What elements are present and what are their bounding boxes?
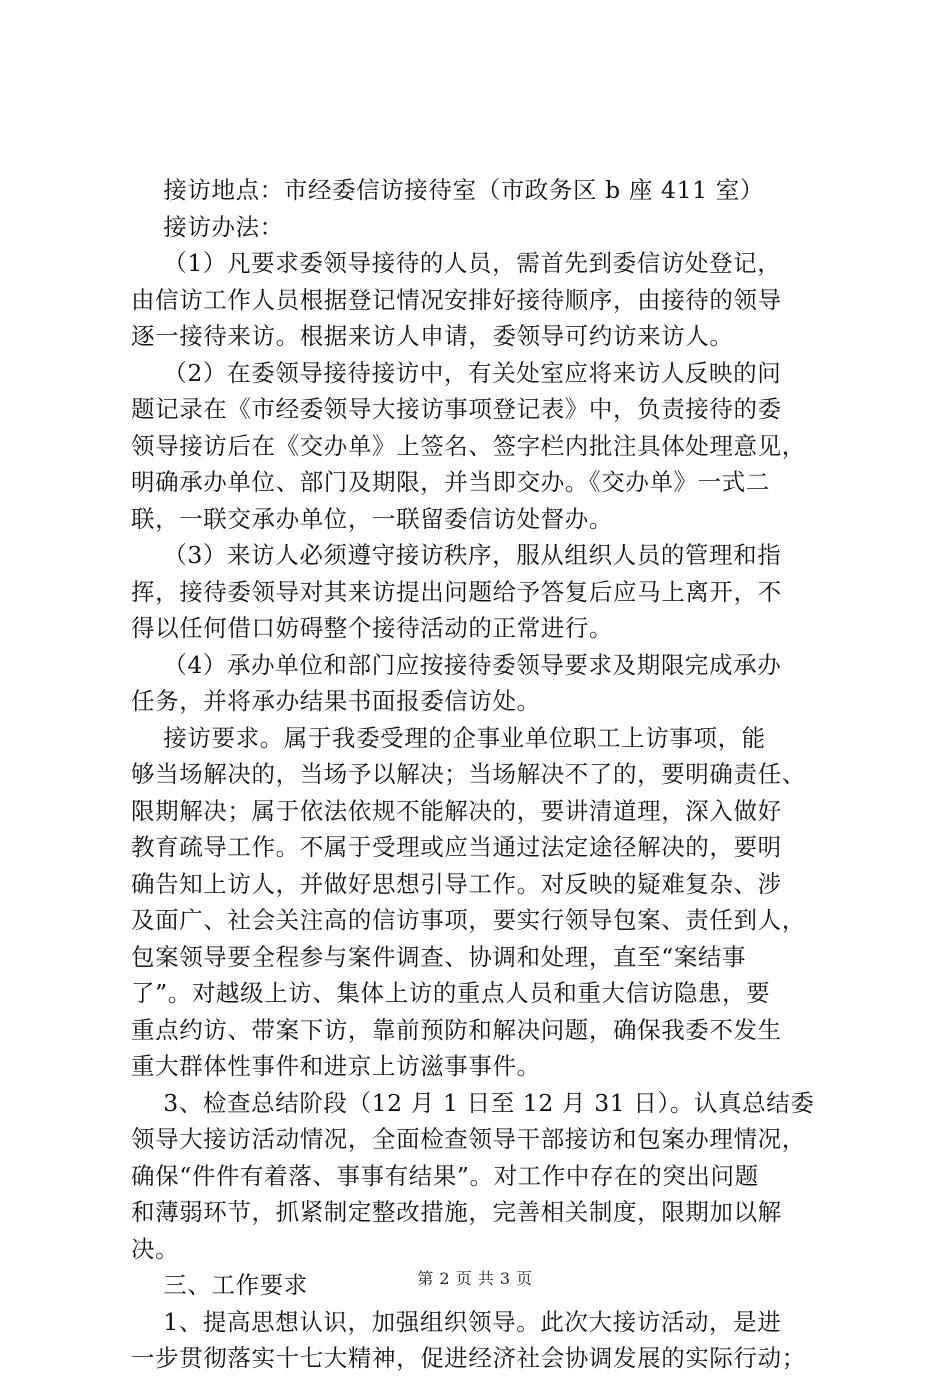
text-line: 3、检查总结阶段（12 月 1 日至 12 月 31 日）。认真总结委	[131, 1088, 815, 1117]
text-line: （2）在委领导接待接访中，有关处室应将来访人反映的问	[131, 358, 782, 387]
text-line: 确保“件件有着落、事事有结果”。对工作中存在的突出问题	[131, 1161, 759, 1190]
text-line: （1）凡要求委领导接待的人员，需首先到委信访处登记，	[131, 249, 782, 277]
text-line: 由信访工作人员根据登记情况安排好接待顺序，由接待的领导	[131, 285, 782, 314]
text-line: 1、提高思想认识，加强组织领导。此次大接访活动，是进	[131, 1307, 782, 1336]
text-line: 领导大接访活动情况，全面检查领导干部接访和包案办理情况，	[131, 1125, 806, 1153]
text-line: 题记录在《市经委领导大接访事项登记表》中，负责接待的委	[131, 395, 782, 423]
text-line: 确告知上访人，并做好思想引导工作。对反映的疑难复杂、涉	[131, 869, 782, 898]
text-line: 三、工作要求	[131, 1271, 308, 1299]
text-line: 重点约访、带案下访，靠前预防和解决问题，确保我委不发生	[131, 1015, 782, 1044]
text-line: 重大群体性事件和进京上访滋事事件。	[131, 1052, 541, 1080]
document-body	[131, 172, 831, 1377]
text-line: 任务，并将承办结果书面报委信访处。	[131, 687, 541, 715]
text-line: （3）来访人必须遵守接访秩序，服从组织人员的管理和指	[131, 541, 782, 569]
text-line: 教育疏导工作。不属于受理或应当通过法定途径解决的，要明	[131, 833, 782, 861]
text-line: 了”。对越级上访、集体上访的重点人员和重大信访隐患，要	[131, 979, 771, 1007]
text-line: 挥，接待委领导对其来访提出问题给予答复后应马上离开，不	[131, 577, 782, 606]
text-line: 决。	[131, 1234, 180, 1263]
text-line: 够当场解决的，当场予以解决；当场解决不了的，要明确责任、	[131, 760, 806, 788]
text-line: 逐一接待来访。根据来访人申请，委领导可约访来访人。	[131, 322, 734, 350]
text-line: 接访办法：	[131, 212, 284, 241]
text-line: 限期解决；属于依法依规不能解决的，要讲清道理，深入做好	[131, 796, 782, 825]
text-line: 接访要求。属于我委受理的企事业单位职工上访事项，能	[131, 723, 766, 752]
text-line: （4）承办单位和部门应按接待委领导要求及期限完成承办	[131, 650, 782, 679]
page-footer: 第 2 页 共 3 页	[417, 1269, 533, 1288]
text-line: 和薄弱环节，抓紧制定整改措施，完善相关制度，限期加以解	[131, 1198, 782, 1226]
text-line: 包案领导要全程参与案件调查、协调和处理，直至“案结事	[131, 942, 747, 971]
text-line: 领导接访后在《交办单》上签名、签字栏内批注具体处理意见，	[131, 431, 806, 460]
text-line: 明确承办单位、部门及期限，并当即交办。《交办单》一式二	[131, 468, 770, 496]
text-line: 联，一联交承办单位，一联留委信访处督办。	[131, 504, 613, 533]
text-line: 及面广、社会关注高的信访事项，要实行领导包案、责任到人，	[131, 906, 806, 934]
text-line: 一步贯彻落实十七大精神，促进经济社会协调发展的实际行动；	[131, 1344, 806, 1372]
text-line: 得以任何借口妨碍整个接待活动的正常进行。	[131, 614, 613, 642]
text-line: 接访地点：市经委信访接待室（市政务区 b 座 411 室）	[131, 176, 764, 204]
